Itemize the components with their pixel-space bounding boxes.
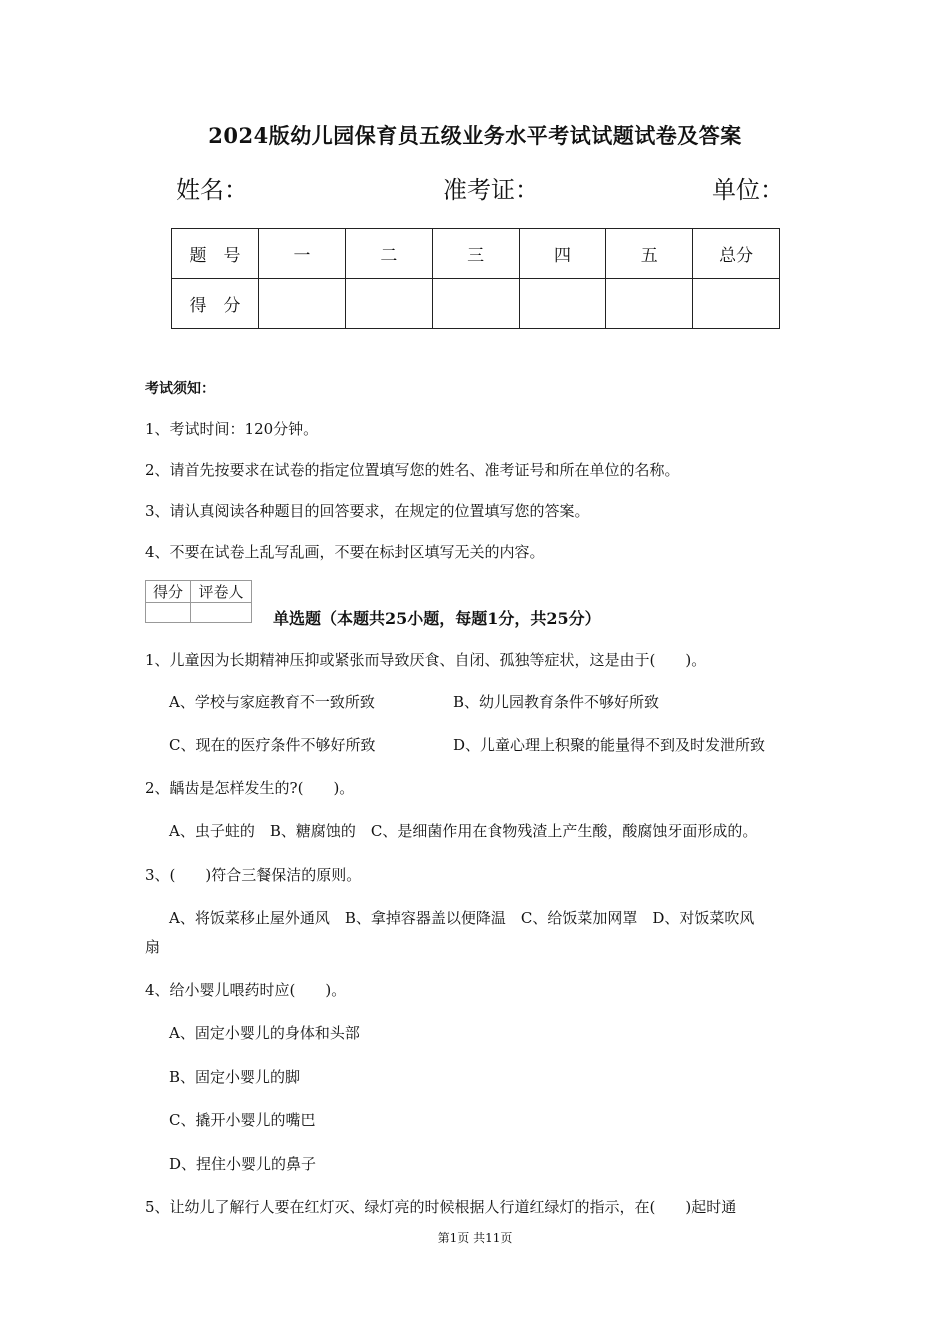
option-c: C、撬开小婴儿的嘴巴 (169, 1111, 316, 1129)
section-heading: 单选题（本题共25小题，每题1分，共25分） (273, 609, 601, 628)
score-table-empty-cell (693, 279, 780, 329)
option-d: D、儿童心理上积聚的能量得不到及时发泄所致 (453, 736, 766, 754)
score-table-cell: 题 号 (172, 229, 259, 279)
exam-id-label: 准考证： (443, 176, 539, 204)
question-options: A、虫子蛀的 B、糖腐蚀的 C、是细菌作用在食物残渣上产生酸，酸腐蚀牙面形成的。 (169, 822, 758, 840)
grader-empty-cell (146, 603, 191, 623)
question-text: 2、龋齿是怎样发生的?( )。 (145, 779, 355, 797)
score-table-cell: 四 (519, 229, 606, 279)
option-a: A、固定小婴儿的身体和头部 (169, 1024, 360, 1042)
grader-box (145, 580, 252, 623)
grader-reviewer-label: 评卷人 (191, 581, 252, 603)
name-label: 姓名： (176, 176, 248, 204)
notice-item: 2、请首先按要求在试卷的指定位置填写您的姓名、准考证号和所在单位的名称。 (145, 461, 680, 479)
question-text: 1、儿童因为长期精神压抑或紧张而导致厌食、自闭、孤独等症状，这是由于( )。 (145, 651, 707, 669)
option-b: B、幼儿园教育条件不够好所致 (453, 693, 660, 711)
notice-item: 4、不要在试卷上乱写乱画，不要在标封区填写无关的内容。 (145, 543, 545, 561)
score-table-empty-cell (519, 279, 606, 329)
option-c: C、现在的医疗条件不够好所致 (169, 736, 376, 754)
unit-label: 单位： (712, 176, 784, 204)
score-table-cell: 得 分 (172, 279, 259, 329)
question-options-wrap: 扇 (145, 938, 161, 956)
score-table-cell: 总分 (693, 229, 780, 279)
score-table (171, 228, 780, 329)
score-table-empty-cell (606, 279, 693, 329)
grader-score-label: 得分 (146, 581, 191, 603)
question-options: A、将饭菜移止屋外通风 B、拿掉容器盖以便降温 C、给饭菜加网罩 D、对饭菜吹风 (169, 909, 755, 927)
question-text: 5、让幼儿了解行人要在红灯灭、绿灯亮的时候根据人行道红绿灯的指示，在( )起时通 (145, 1198, 737, 1216)
grader-empty-cell (191, 603, 252, 623)
score-table-cell: 三 (432, 229, 519, 279)
score-table-empty-cell (345, 279, 432, 329)
score-table-score-row (172, 279, 780, 329)
option-a: A、学校与家庭教育不一致所致 (169, 693, 375, 711)
question-text: 4、给小婴儿喂药时应( )。 (145, 981, 347, 999)
option-d: D、捏住小婴儿的鼻子 (169, 1155, 317, 1173)
score-table-empty-cell (259, 279, 346, 329)
notice-heading: 考试须知： (145, 381, 215, 397)
score-table-header-row (172, 229, 780, 279)
option-b: B、固定小婴儿的脚 (169, 1068, 301, 1086)
notice-item: 3、请认真阅读各种题目的回答要求，在规定的位置填写您的答案。 (145, 502, 590, 520)
question-text: 3、( )符合三餐保洁的原则。 (145, 866, 362, 884)
score-table-cell: 二 (345, 229, 432, 279)
page-footer: 第1页 共11页 (437, 1231, 513, 1245)
score-table-cell: 一 (259, 229, 346, 279)
notice-item: 1、考试时间：120分钟。 (145, 420, 319, 438)
score-table-cell: 五 (606, 229, 693, 279)
page-title: 2024版幼儿园保育员五级业务水平考试试题试卷及答案 (208, 123, 742, 148)
score-table-empty-cell (432, 279, 519, 329)
